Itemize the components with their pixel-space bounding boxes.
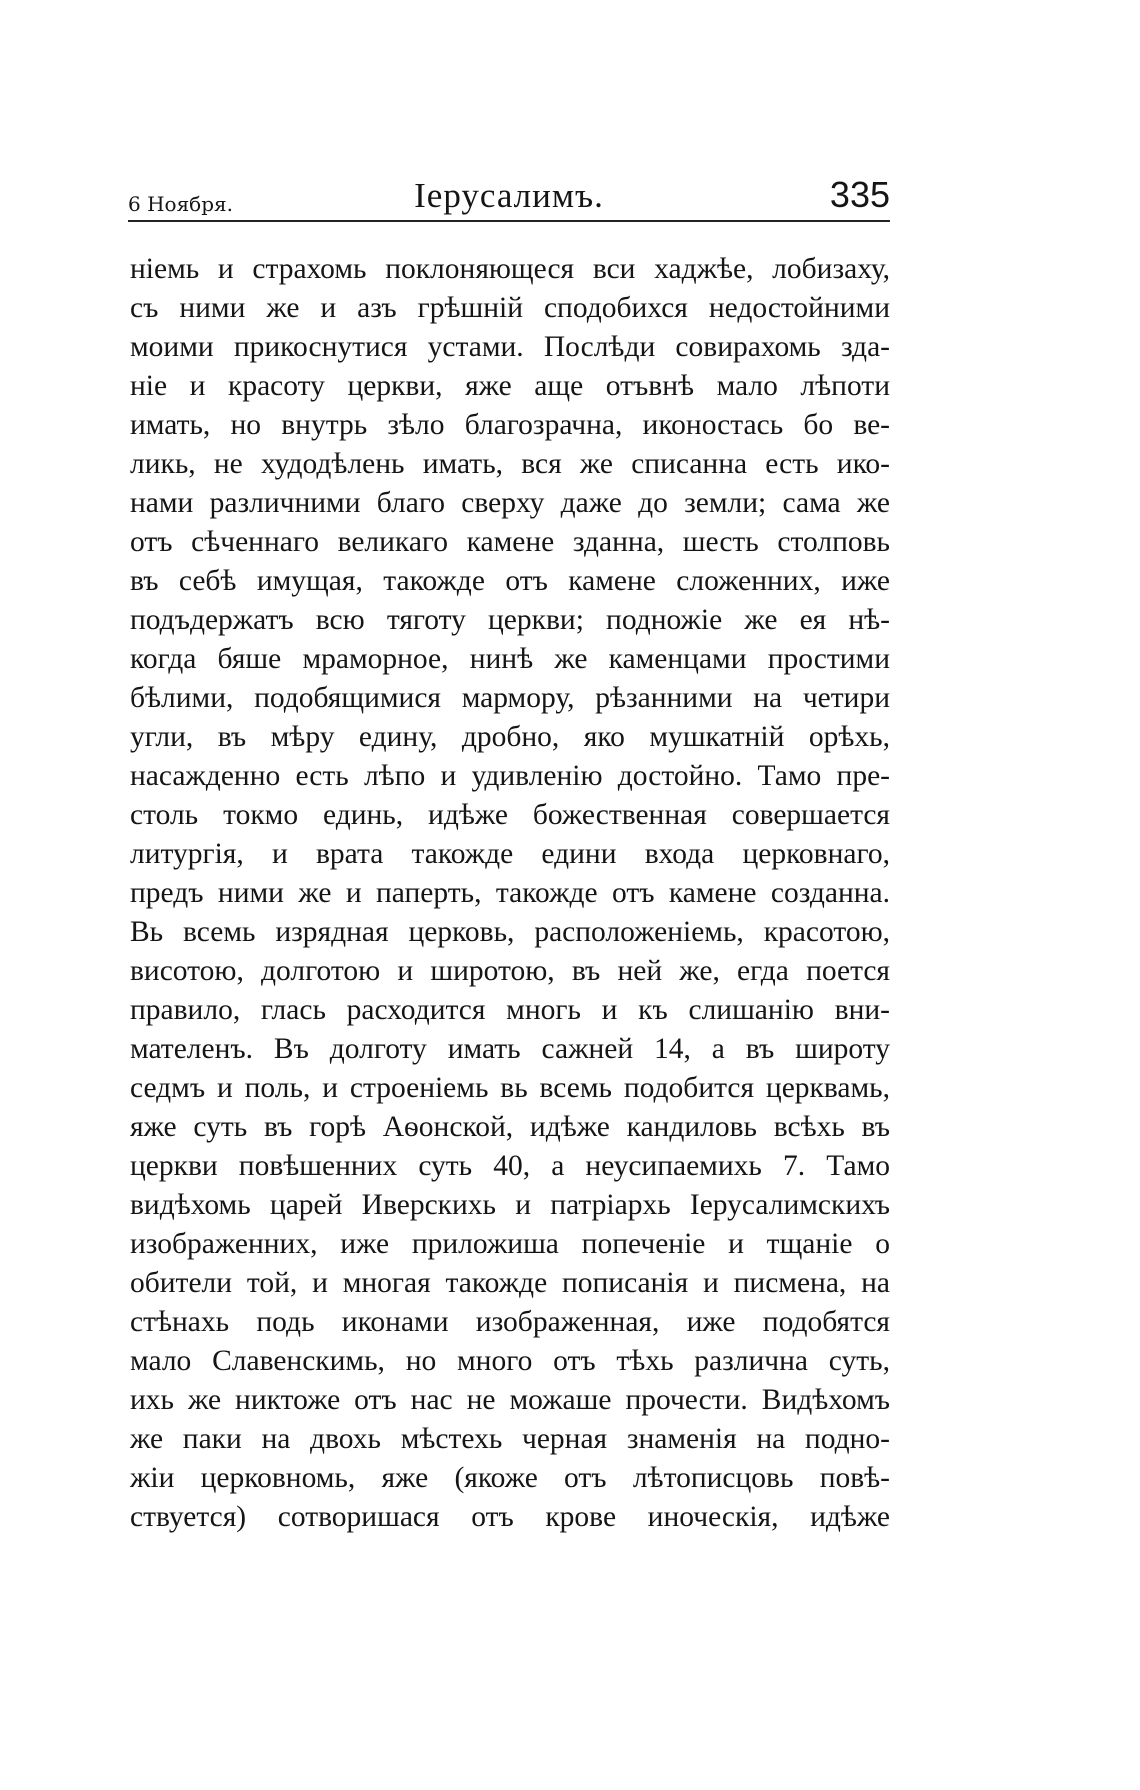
page-number: 335 xyxy=(829,174,890,215)
header-date: 6 Ноября. xyxy=(128,192,233,216)
text-line: же паки на двохь мѣстехь черная знаменія на подно- xyxy=(130,1423,890,1455)
text-line: Вь всемь изрядная церковь, расположеніемь, красотою, xyxy=(130,916,890,948)
text-line: мало Славенскимь, но много отъ тѣхь различна суть, xyxy=(130,1345,890,1377)
text-line: предъ ними же и паперть, такожде отъ камене созданна. xyxy=(130,877,890,909)
text-line: седмъ и поль, и строеніемь вь всемь подобится церквамь, xyxy=(130,1072,890,1104)
text-line: литургія, и врата такожде едини входа церковнаго, xyxy=(130,838,890,870)
text-line: отъ сѣченнаго великаго камене зданна, шесть столповь xyxy=(130,526,890,558)
text-line: висотою, долготою и широтою, въ ней же, егда поется xyxy=(130,955,890,987)
text-line: церкви повѣшенних суть 40, а неусипаемихь 7. Тамо xyxy=(130,1150,890,1182)
text-line: столь токмо единь, идѣже божественная совершается xyxy=(130,799,890,831)
header-title: Іерусалимъ. xyxy=(414,176,604,215)
text-line: обители той, и многая такожде пописанія и писмена, на xyxy=(130,1267,890,1299)
body-text xyxy=(130,250,890,1537)
text-line: съ ними же и азъ грѣшній сподобихся недостойними xyxy=(130,292,890,324)
text-line: ствуется) сотворишася отъ крове иноческія, идѣже xyxy=(130,1501,890,1533)
text-line: ликь, не худодѣлень имать, вся же списанна есть ико- xyxy=(130,448,890,480)
text-line: бѣлими, подобящимися мармору, рѣзанними на четири xyxy=(130,682,890,714)
text-line: ніе и красоту церкви, яже аще отъвнѣ мало лѣпоти xyxy=(130,370,890,402)
text-line: моими прикоснутися устами. Послѣди совирахомь зда- xyxy=(130,331,890,363)
text-line: стѣнахь подь иконами изображенная, иже подобятся xyxy=(130,1306,890,1338)
text-line: ніемь и страхомь поклоняющеся вси хаджѣе, лобизаху, xyxy=(130,253,890,285)
text-line: правило, глась расходится многь и къ слишанію вни- xyxy=(130,994,890,1026)
text-line: видѣхомь царей Иверскихь и патріархь Іерусалимскихъ xyxy=(130,1189,890,1221)
text-line: изображенних, иже приложиша попеченіе и тщаніе о xyxy=(130,1228,890,1260)
text-line: насажденно есть лѣпо и удивленію достойно. Тамо пре- xyxy=(130,760,890,792)
text-line: имать, но внутрь зѣло благозрачна, иконостась бо ве- xyxy=(130,409,890,441)
text-line: нами различними благо сверху даже до земли; сама же xyxy=(130,487,890,519)
text-line: въ себѣ имущая, такожде отъ камене сложенних, иже xyxy=(130,565,890,597)
header-rule xyxy=(128,220,890,222)
running-header xyxy=(128,170,890,220)
text-line: мателенъ. Въ долготу имать сажней 14, а въ широту xyxy=(130,1033,890,1065)
text-line: ихь же никтоже отъ нас не можаше прочести. Видѣхомъ xyxy=(130,1384,890,1416)
text-line: жіи церковномь, яже (якоже отъ лѣтописцовь повѣ- xyxy=(130,1462,890,1494)
text-line: угли, въ мѣру едину, дробно, яко мушкатній орѣхь, xyxy=(130,721,890,753)
text-line: подъдержатъ всю тяготу церкви; подножіе же ея нѣ- xyxy=(130,604,890,636)
text-line: когда бяше мраморное, нинѣ же каменцами простими xyxy=(130,643,890,675)
text-line: яже суть въ горѣ Аѳонской, идѣже кандиловь всѣхь въ xyxy=(130,1111,890,1143)
